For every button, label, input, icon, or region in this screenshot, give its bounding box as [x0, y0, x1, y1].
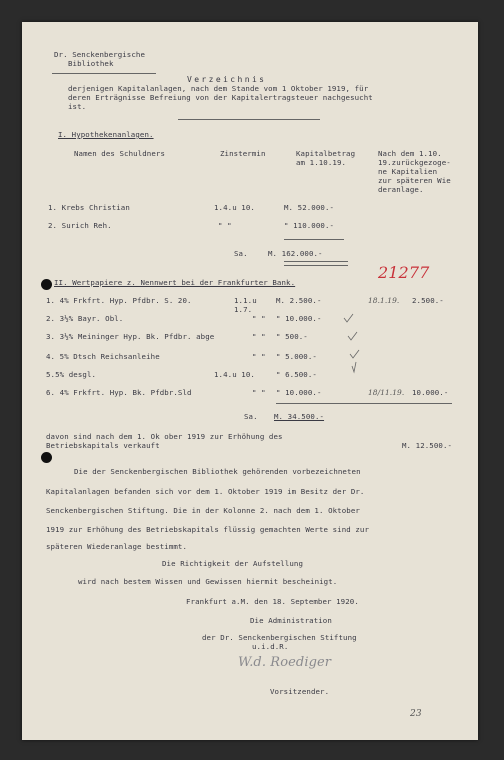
punch-hole	[41, 452, 52, 463]
column-header-interest: Zinstermin	[220, 149, 266, 158]
table-row-date: 18/11.19.	[368, 388, 405, 397]
table-row-amount: M. 52.000.-	[284, 203, 335, 212]
sold-note-line1: davon sind nach dem 1. Ok ober 1919 zur Erhöhung des	[46, 432, 283, 441]
table-row-name: 5.5% desgl.	[46, 370, 97, 379]
table-row-name: 2. Surich Reh.	[48, 221, 112, 230]
body-line5: späteren Wiederanlage bestimmt.	[46, 542, 188, 551]
column-header-note: deranlage.	[378, 185, 424, 194]
certification-line1: Die Richtigkeit der Aufstellung	[162, 559, 304, 568]
table-row-amount: " 5.000.-	[276, 352, 317, 361]
sum-rule	[276, 403, 372, 404]
double-rule	[284, 261, 348, 266]
pencil-check-marks	[322, 306, 362, 406]
table-row-term: " "	[252, 352, 266, 361]
red-pencil-annotation: 21277	[378, 263, 430, 282]
sold-note-amount: M. 12.500.-	[402, 441, 453, 450]
sold-note-line2: Betriebskapitals verkauft	[46, 441, 160, 450]
page-number: 23	[410, 709, 422, 719]
body-line1: Die der Senckenbergischen Bibliothek gehörenden vorbezeichneten	[74, 467, 361, 476]
table-row-amount: " 10.000.-	[276, 388, 322, 397]
punch-hole	[41, 279, 52, 290]
table-row-withdrawn: 10.000.-	[412, 388, 449, 397]
section2-sum: M. 34.500.-	[274, 412, 325, 421]
column-header-note: zur späteren Wie	[378, 176, 451, 185]
title-rule	[178, 119, 320, 120]
column-header-amount: Kapitalbetrag	[296, 149, 356, 158]
section1-heading: I. Hypothekenanlagen.	[58, 130, 154, 139]
section2-sum-label: Sa.	[244, 412, 258, 421]
body-line2: Kapitalanlagen befanden sich vor dem 1. Oktober 1919 im Besitz der Dr.	[46, 487, 365, 496]
table-row-name: 6. 4% Frkfrt. Hyp. Bk. Pfdbr.Sld	[46, 388, 192, 397]
table-row-term: 1.1.u 1.7.	[234, 296, 257, 314]
body-line3: Senckenbergischen Stiftung. Die in der Kolonne 2. nach dem 1. Oktober	[46, 506, 360, 515]
table-row-withdrawn: 2.500.-	[412, 296, 444, 305]
subtitle-line1: derjenigen Kapitalanlagen, nach dem Stande vom 1 Oktober 1919, für	[68, 84, 369, 93]
table-row-term: " "	[252, 388, 266, 397]
column-header-note: ne Kapitalien	[378, 167, 438, 176]
table-row-amount: M. 2.500.-	[276, 296, 322, 305]
org-name-line2: Bibliothek	[68, 59, 114, 68]
withdrawn-rule	[368, 403, 452, 404]
column-header-note: 19.zurückgezoge-	[378, 158, 451, 167]
certification-line2: wird nach bestem Wissen und Gewissen hiermit bescheinigt.	[78, 577, 338, 586]
header-rule	[52, 73, 156, 74]
table-row-date: 18.1.19.	[368, 296, 400, 305]
subtitle-line2: deren Erträgnisse Befreiung von der Kapitalertragsteuer nachgesucht	[68, 93, 373, 102]
document-title: Verzeichnis	[187, 75, 267, 84]
table-row-term: 1.4.u 10.	[214, 370, 255, 379]
table-row-amount: " 10.000.-	[276, 314, 322, 323]
table-row-name: 3. 3½% Meininger Hyp. Bk. Pfdbr. abge	[46, 332, 215, 341]
table-row-amount: " 500.-	[276, 332, 308, 341]
table-row-name: 1. 4% Frkfrt. Hyp. Pfdbr. S. 20.	[46, 296, 192, 305]
table-row-term: " "	[252, 314, 266, 323]
body-line4: 1919 zur Erhöhung des Betriebskapitals flüssig gemachten Werte sind zur	[46, 525, 370, 534]
signature: W.d. Roediger	[238, 655, 332, 670]
place-date: Frankfurt a.M. den 18. September 1920.	[186, 597, 359, 606]
table-row-amount: " 110.000.-	[284, 221, 335, 230]
table-row-name: 2. 3½% Bayr. Obl.	[46, 314, 124, 323]
column-header-note: Nach dem 1.10.	[378, 149, 442, 158]
column-header-amount-date: am 1.10.19.	[296, 158, 347, 167]
table-row-term: 1.4.u 10.	[214, 203, 255, 212]
table-row-name: 1. Krebs Christian	[48, 203, 130, 212]
column-header-name: Namen des Schuldners	[74, 149, 165, 158]
org-name-line1: Dr. Senckenbergische	[54, 50, 145, 59]
table-row-term: " "	[252, 332, 266, 341]
table-row-amount: " 6.500.-	[276, 370, 317, 379]
subtitle-line3: ist.	[68, 102, 87, 111]
administration-label: Die Administration	[250, 616, 332, 625]
section1-sum: M. 162.000.-	[268, 249, 323, 258]
abbrev-label: u.i.d.R.	[252, 642, 289, 651]
table-row-term: " "	[218, 221, 232, 230]
sum-rule	[284, 239, 344, 240]
section2-heading: II. Wertpapiere z. Nennwert bei der Frankfurter Bank.	[54, 278, 296, 287]
table-row-name: 4. 5% Dtsch Reichsanleihe	[46, 352, 160, 361]
signatory-role: Vorsitzender.	[270, 687, 330, 696]
document-page	[22, 22, 478, 740]
section1-sum-label: Sa.	[234, 249, 248, 258]
foundation-label: der Dr. Senckenbergischen Stiftung	[202, 633, 357, 642]
